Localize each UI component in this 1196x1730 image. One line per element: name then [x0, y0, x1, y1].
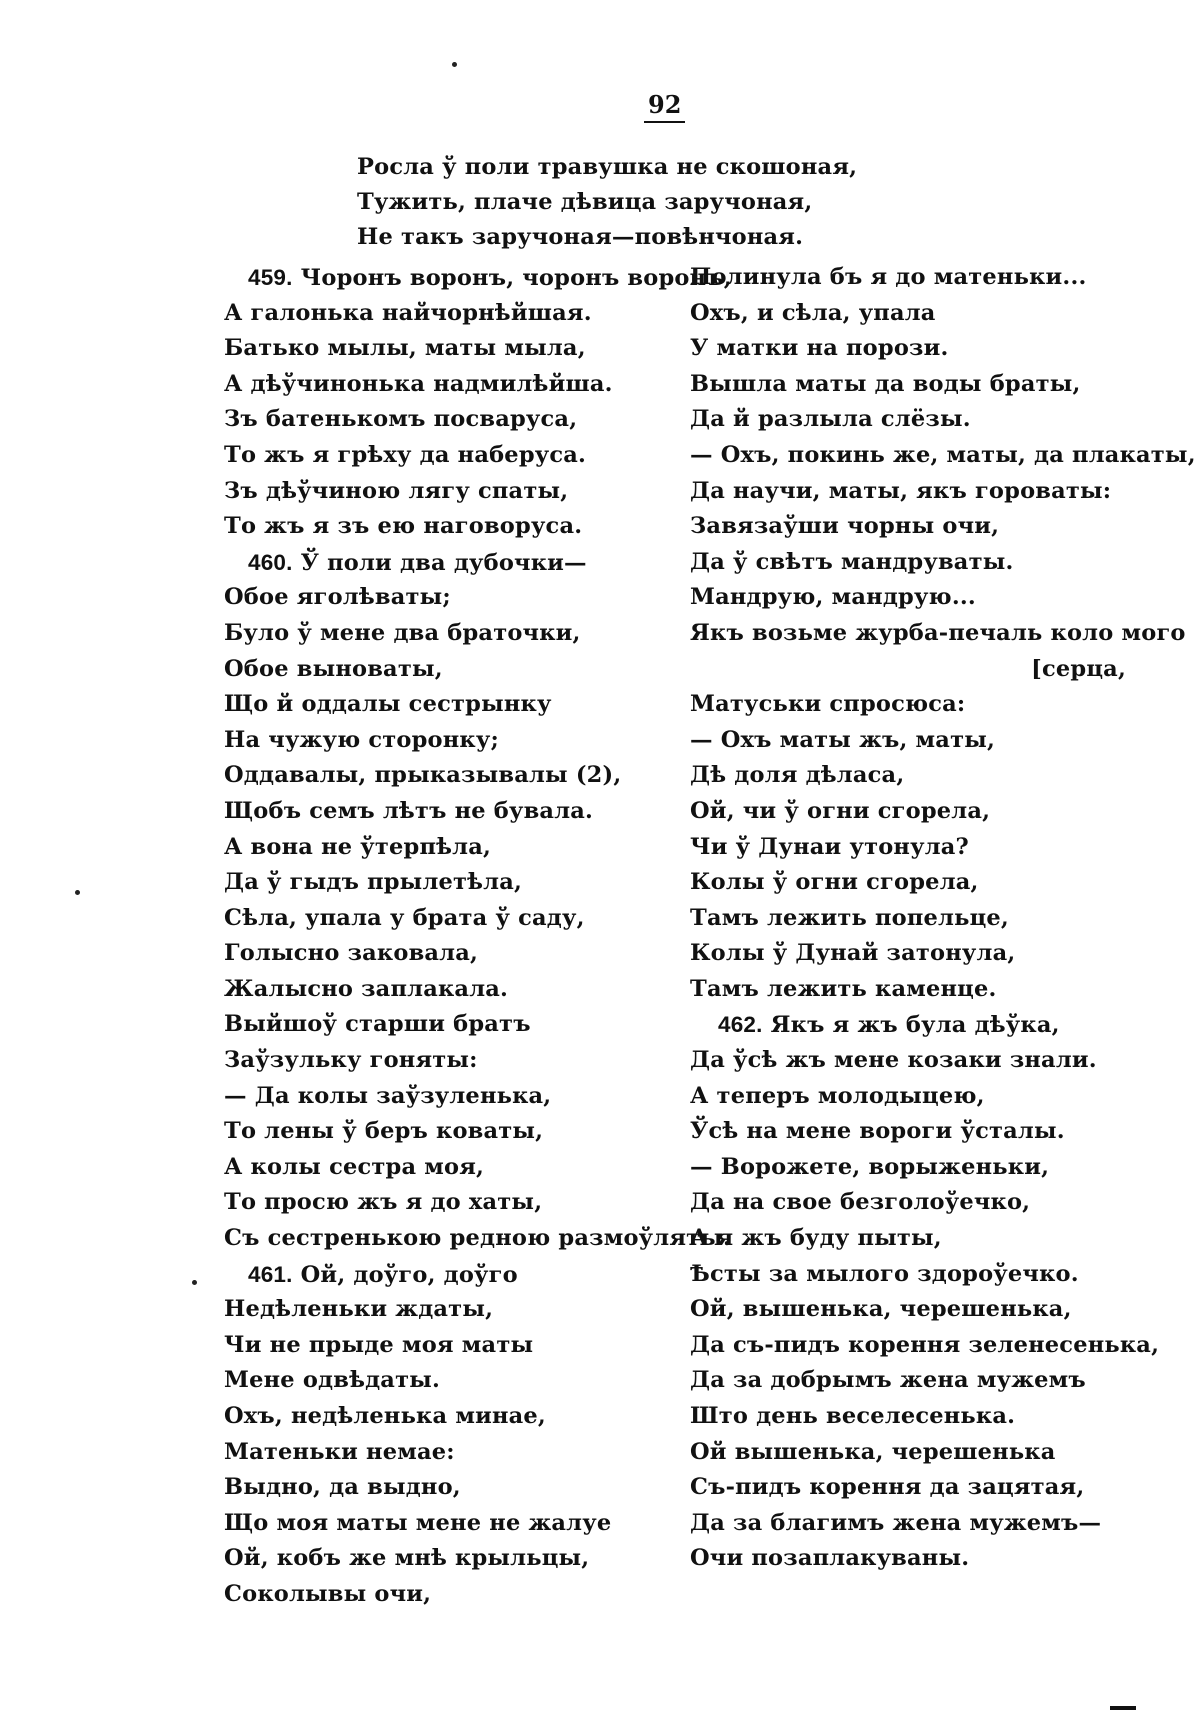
line-text: Обое яголѣваты; [224, 584, 451, 611]
intro-line: Тужить, плаче дѣвица заручоная, [357, 189, 813, 216]
line-text: Колы ў Дунай затонула, [690, 940, 1016, 967]
verse-line [224, 1150, 684, 1186]
edge-mark [1110, 1706, 1136, 1710]
verse-line [224, 1007, 684, 1043]
verse-line [224, 509, 684, 545]
verse-line [690, 652, 1130, 688]
intro-line: Не такъ заручоная—повѣнчоная. [357, 224, 804, 251]
verse-line [224, 972, 684, 1008]
verse-line [224, 1079, 684, 1115]
line-text: А теперъ молодыцею, [690, 1082, 985, 1109]
verse-line [690, 1079, 1130, 1115]
line-text: Завязаўши чорны очи, [690, 513, 1000, 540]
line-text: Ѣсты за мылого здороўечко. [690, 1260, 1079, 1287]
line-text: Ой, чи ў огни сгорела, [690, 797, 991, 824]
verse-line [224, 865, 684, 901]
song-first-line [224, 260, 732, 296]
line-text: Щобъ семъ лѣтъ не бувала. [224, 797, 594, 824]
verse-line [224, 1363, 684, 1399]
verse-line [224, 652, 684, 688]
line-text: Да на свое безголоўечко, [690, 1189, 1031, 1216]
verse-line [224, 331, 684, 367]
verse-line [224, 1114, 684, 1150]
verse-line [224, 1470, 684, 1506]
line-text: Да ўсѣ жъ мене козаки знали. [690, 1047, 1097, 1074]
line-text: А вона не ўтерпѣла, [224, 833, 492, 860]
line-text: — Охъ маты жъ, маты, [690, 726, 995, 753]
verse-line [224, 758, 684, 794]
verse-line [690, 1257, 1130, 1293]
line-text: То просю жъ я до хаты, [224, 1189, 543, 1216]
line-text: Охъ, недѣленька минае, [224, 1403, 546, 1429]
line-text: Да научи, маты, якъ гороваты: [690, 477, 1112, 504]
line-text: Ўсѣ на мене вороги ўсталы. [690, 1118, 1065, 1145]
line-text: А колы сестра моя, [224, 1153, 485, 1180]
verse-line [224, 1221, 732, 1257]
line-text: Заўзульку гоняты: [224, 1047, 478, 1074]
line-text: Очи позаплакуваны. [690, 1545, 970, 1572]
verse-line [224, 1292, 684, 1328]
verse-line [690, 758, 1130, 794]
song-number: 460. [248, 549, 293, 575]
line-text: Да съ-пидъ корення зеленесенька, [690, 1331, 1160, 1358]
verse-line [690, 509, 1130, 545]
verse-line [690, 474, 1130, 510]
line-text: Оддавалы, прыказывалы (2), [224, 762, 622, 789]
line-text: Що моя маты мене не жалуе [224, 1509, 612, 1536]
line-text: Якъ я жъ була дѣўка, [762, 1012, 1060, 1039]
verse-line [224, 1541, 684, 1577]
verse-line [690, 901, 1130, 937]
line-text: — Ворожете, ворыженьки, [690, 1153, 1050, 1180]
line-text: Ой вышенька, черешенька [690, 1438, 1056, 1465]
margin-speck [192, 1280, 197, 1285]
verse-line [690, 402, 1130, 438]
line-text: Обое выноваты, [224, 655, 443, 682]
line-text: Голысно заковала, [224, 940, 479, 967]
verse-line [690, 1150, 1130, 1186]
line-text: Охъ, и сѣла, упала [690, 299, 936, 326]
line-text: Тамъ лежить попельце, [690, 904, 1009, 931]
verse-line [690, 1435, 1130, 1471]
verse-line [690, 260, 1130, 296]
verse-line [224, 936, 684, 972]
verse-line [690, 936, 1130, 972]
verse-line [224, 830, 684, 866]
line-text: Було ў мене два браточки, [224, 619, 581, 646]
verse-line [224, 1435, 684, 1471]
verse-line [224, 1185, 684, 1221]
margin-speck [75, 890, 80, 895]
line-text: А галонька найчорнѣйшая. [224, 299, 592, 326]
verse-line [690, 865, 1130, 901]
verse-line [690, 545, 1130, 581]
verse-line [690, 1470, 1130, 1506]
verse-line [224, 687, 684, 723]
line-text: Матуськи спросюса: [690, 691, 966, 718]
line-text: [серца, [1031, 655, 1126, 682]
verse-line [690, 723, 1130, 759]
margin-speck [452, 62, 457, 67]
verse-line [224, 296, 684, 332]
line-text: Съ сестренькою редною размоўляты. [224, 1225, 732, 1252]
line-text: Да ў гыдъ прылетѣла, [224, 869, 523, 896]
line-text: Съ-пидъ корення да зацятая, [690, 1474, 1085, 1501]
verse-line [690, 1114, 1130, 1150]
intro-line: Росла ў поли травушка не скошоная, [357, 154, 858, 180]
song-number: 461. [248, 1261, 293, 1287]
line-text: Да за благимъ жена мужемъ— [690, 1509, 1102, 1536]
line-text: Зъ батенькомъ посваруса, [224, 406, 578, 433]
line-text: Недѣленьки ждаты, [224, 1296, 494, 1323]
line-text: Мандрую, мандрую... [690, 584, 976, 611]
verse-line [690, 367, 1130, 403]
verse-line [690, 1221, 1130, 1257]
line-text: Зъ дѣўчиною лягу спаты, [224, 477, 569, 504]
verse-line [690, 438, 1196, 474]
verse-line [690, 1506, 1130, 1542]
verse-line [224, 1399, 684, 1435]
line-text: А я жъ буду пыты, [690, 1225, 942, 1252]
line-text: То жъ я грѣху да наберуса. [224, 441, 587, 468]
verse-line [690, 1185, 1130, 1221]
line-text: Матеньки немае: [224, 1438, 455, 1465]
verse-line [690, 1363, 1130, 1399]
line-text: Якъ возьме журба-печаль коло мого [690, 619, 1186, 646]
line-text: Ў поли два дубочки— [292, 549, 587, 576]
verse-line [224, 580, 684, 616]
line-text: — Охъ, покинь же, маты, да плакаты, [690, 441, 1196, 468]
line-text: Выдно, да выдно, [224, 1474, 461, 1501]
line-text: Соколывы очи, [224, 1580, 432, 1607]
verse-line [224, 1043, 684, 1079]
verse-line [690, 687, 1130, 723]
verse-line [690, 296, 1130, 332]
line-text: То жъ я зъ ею наговоруса. [224, 513, 583, 540]
verse-line [690, 1292, 1130, 1328]
verse-line [224, 794, 684, 830]
verse-line [690, 580, 1130, 616]
line-text: Чи не прыде моя маты [224, 1331, 534, 1358]
verse-line [690, 1043, 1130, 1079]
line-text: Жалысно заплакала. [224, 975, 509, 1002]
line-text: На чужую сторонку; [224, 726, 499, 753]
line-text: Да ў свѣтъ мандруваты. [690, 548, 1014, 575]
song-first-line [224, 545, 684, 581]
line-text: Сѣла, упала у брата ў саду, [224, 904, 585, 931]
verse-line [224, 1506, 684, 1542]
right-column [690, 260, 1196, 1577]
line-text: — Да колы заўзуленька, [224, 1082, 552, 1109]
line-text: Тамъ лежить каменце. [690, 975, 997, 1002]
verse-line [690, 1541, 1130, 1577]
verse-line [690, 1399, 1130, 1435]
line-text: А дѣўчинонька надмилѣйша. [224, 370, 613, 397]
line-text: Полинула бъ я до матеньки... [690, 264, 1087, 290]
verse-line [690, 616, 1186, 652]
line-text: Мене одвѣдаты. [224, 1367, 441, 1394]
line-text: Ой, доўго, доўго [292, 1261, 518, 1288]
left-column [224, 260, 732, 1613]
line-text: Чи ў Дунаи утонула? [690, 833, 969, 860]
line-text: Ой, кобъ же мнѣ крыльцы, [224, 1545, 590, 1572]
verse-line [690, 331, 1130, 367]
line-text: У матки на порози. [690, 335, 949, 362]
line-text: Дѣ доля дѣласа, [690, 762, 905, 789]
song-first-line [690, 1007, 1130, 1043]
song-number: 459. [248, 265, 293, 290]
verse-line [224, 474, 684, 510]
line-text: Батько мылы, маты мыла, [224, 335, 586, 362]
verse-line [690, 830, 1130, 866]
song-first-line [224, 1257, 684, 1293]
line-text: Чоронъ воронъ, чоронъ воронъ, [292, 265, 732, 291]
line-text: Да й разлыла слёзы. [690, 406, 971, 433]
intro-verse [357, 150, 997, 256]
verse-line [224, 901, 684, 937]
line-text: Що й оддалы сестрынку [224, 691, 552, 718]
verse-line [224, 438, 684, 474]
verse-line [690, 972, 1130, 1008]
song-number: 462. [718, 1012, 763, 1038]
line-text: Ой, вышенька, черешенька, [690, 1296, 1072, 1323]
verse-line [690, 1328, 1160, 1364]
line-text: Вышла маты да воды браты, [690, 370, 1081, 397]
page-number: 92 [644, 90, 685, 123]
verse-line [224, 616, 684, 652]
line-text: Што день веселесенька. [690, 1403, 1016, 1429]
verse-line [224, 402, 684, 438]
line-text: Колы ў огни сгорела, [690, 869, 979, 896]
verse-line [224, 1577, 684, 1613]
line-text: Выйшоў старши братъ [224, 1011, 531, 1038]
line-text: Да за добрымъ жена мужемъ [690, 1367, 1086, 1394]
verse-line [224, 1328, 684, 1364]
line-text: То лены ў беръ коваты, [224, 1118, 544, 1145]
verse-line [224, 723, 684, 759]
verse-line [224, 367, 684, 403]
verse-line [690, 794, 1130, 830]
